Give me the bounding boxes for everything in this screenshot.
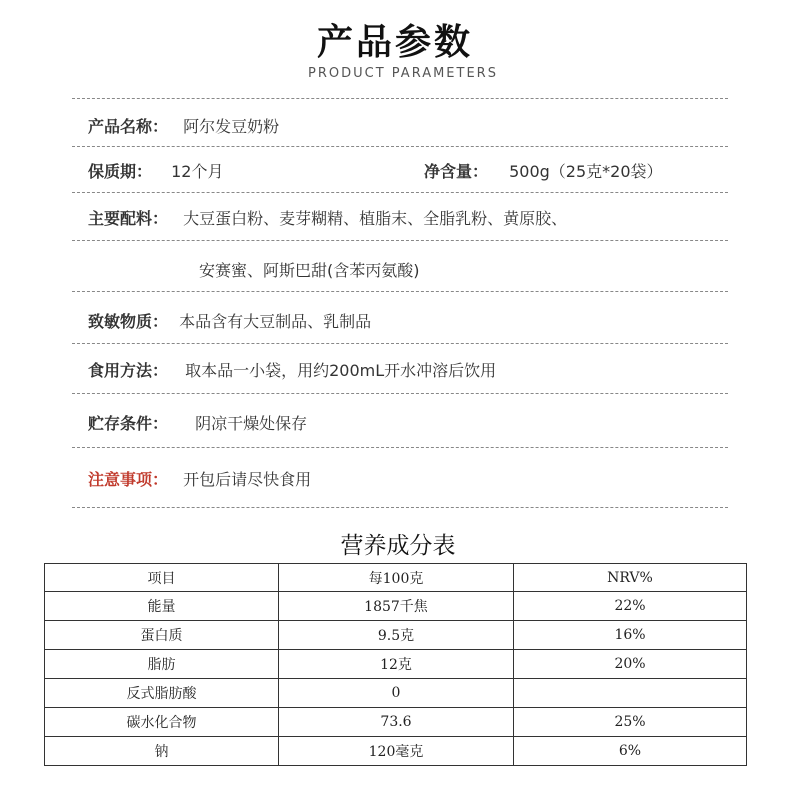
param-row-net-content xyxy=(424,159,663,182)
table-header-row xyxy=(45,564,747,592)
param-label: 致敏物质： xyxy=(88,312,169,331)
param-label: 净含量： xyxy=(424,162,489,181)
header-cell: NRV% xyxy=(514,564,747,592)
table-cell: 0 xyxy=(279,679,514,708)
table-cell: 反式脂肪酸 xyxy=(45,679,279,708)
param-value: 安赛蜜、阿斯巴甜(含苯丙氨酸) xyxy=(199,261,420,280)
table-cell: 12克 xyxy=(279,650,514,679)
header-cell: 项目 xyxy=(45,564,279,592)
divider xyxy=(72,343,728,344)
param-value: 取本品一小袋，用约200mL开水冲溶后饮用 xyxy=(185,361,497,380)
param-row-name xyxy=(88,114,279,137)
param-row-usage xyxy=(88,358,496,381)
table-cell xyxy=(514,679,747,708)
param-row-allergens xyxy=(88,309,371,332)
table-cell: 73.6 xyxy=(279,708,514,737)
table-row xyxy=(45,592,747,621)
param-row-storage xyxy=(88,411,307,434)
divider xyxy=(72,291,728,292)
table-cell: 16% xyxy=(514,621,747,650)
table-cell: 20% xyxy=(514,650,747,679)
table-cell: 蛋白质 xyxy=(45,621,279,650)
table-cell: 碳水化合物 xyxy=(45,708,279,737)
param-label: 保质期： xyxy=(88,162,153,181)
divider xyxy=(72,192,728,193)
table-cell: 25% xyxy=(514,708,747,737)
table-row xyxy=(45,679,747,708)
param-value: 大豆蛋白粉、麦芽糊精、植脂末、全脂乳粉、黄原胶、 xyxy=(183,209,568,228)
table-cell: 能量 xyxy=(45,592,279,621)
table-cell: 6% xyxy=(514,737,747,766)
param-value: 阿尔发豆奶粉 xyxy=(183,117,280,136)
table-row xyxy=(45,621,747,650)
table-cell: 钠 xyxy=(45,737,279,766)
divider xyxy=(72,507,728,508)
divider xyxy=(72,146,728,147)
divider xyxy=(72,393,728,394)
param-row-notice xyxy=(88,467,311,490)
param-row-shelf-life xyxy=(88,159,223,182)
param-label: 贮存条件： xyxy=(88,414,169,433)
table-row xyxy=(45,737,747,766)
param-value: 12个月 xyxy=(171,162,224,181)
nutrition-title: 营养成分表 xyxy=(340,533,456,559)
table-cell: 22% xyxy=(514,592,747,621)
param-label: 主要配料： xyxy=(88,209,169,228)
page-subtitle: PRODUCT PARAMETERS xyxy=(308,66,498,81)
table-row xyxy=(45,708,747,737)
divider xyxy=(72,447,728,448)
warning-label: 注意事项： xyxy=(88,470,169,489)
param-row-ingredients-cont xyxy=(199,258,420,281)
param-value: 500g（25克*20袋） xyxy=(509,162,663,181)
divider xyxy=(72,98,728,99)
table-cell: 1857千焦 xyxy=(279,592,514,621)
table-cell: 9.5克 xyxy=(279,621,514,650)
param-label: 产品名称： xyxy=(88,117,169,136)
param-value: 开包后请尽快食用 xyxy=(183,470,312,489)
page-title: 产品参数 xyxy=(316,22,473,63)
divider xyxy=(72,240,728,241)
param-label: 食用方法： xyxy=(88,361,169,380)
nutrition-table xyxy=(44,563,747,766)
param-value: 本品含有大豆制品、乳制品 xyxy=(179,312,372,331)
param-row-ingredients xyxy=(88,206,567,229)
header-cell: 每100克 xyxy=(279,564,514,592)
param-value: 阴凉干燥处保存 xyxy=(195,414,308,433)
table-cell: 脂肪 xyxy=(45,650,279,679)
table-cell: 120毫克 xyxy=(279,737,514,766)
table-row xyxy=(45,650,747,679)
